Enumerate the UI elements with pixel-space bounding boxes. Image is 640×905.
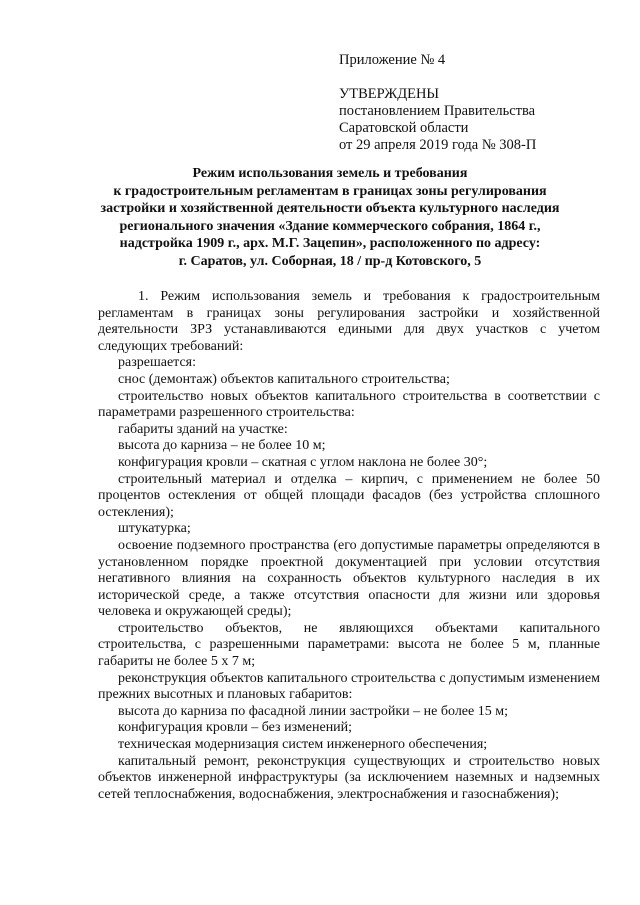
- title-line: застройки и хозяйственной деятельности объекта культурного наследия: [100, 201, 560, 216]
- paragraph: высота до карниза – не более 10 м;: [118, 438, 326, 454]
- title-line: г. Саратов, ул. Соборная, 18 / пр-д Котовского, 5: [178, 253, 482, 269]
- paragraph: освоение подземного пространства (его допустимые параметры определяются в установленном порядке проектной документацией при условии отсутствия негативного влияния на сохранность объектов культурного наследия в их исторической среде, а также отсутствия опасности для жизни или здоровья человека и окружающей среды);: [98, 537, 600, 620]
- title-line: надстройка 1909 г., арх. М.Г. Зацепин», расположенного по адресу:: [119, 236, 541, 251]
- paragraph: реконструкция объектов капитального строительства с допустимым изменением прежних высотных и плановых габаритов:: [98, 670, 600, 703]
- paragraph: строительство объектов, не являющихся объектами капитального строительства, с разрешенными параметрами: высота не более 5 м, планные габариты не более 5 х 7 м;: [98, 620, 600, 670]
- decree-line: постановлением Правительства: [339, 103, 536, 119]
- paragraph: снос (демонтаж) объектов капитального строительства;: [118, 371, 450, 387]
- paragraph: штукатурка;: [118, 521, 191, 537]
- paragraph: конфигурация кровли – без изменений;: [118, 720, 353, 736]
- decree-line: Саратовской области: [339, 120, 469, 136]
- title-line: к градостроительным регламентам в границах зоны регулирования: [113, 183, 547, 199]
- paragraph: габариты зданий на участке:: [118, 421, 288, 437]
- paragraph: 1. Режим использования земель и требования к градостроительным регламентам в границах зоны регулирования застройки и хозяйственной деятельности ЗРЗ устанавливаются едиными для двух участков с учетом следующих требований:: [98, 289, 600, 354]
- approved-heading: УТВЕРЖДЕНЫ: [339, 86, 440, 102]
- title-line: Режим использования земель и требования: [192, 166, 468, 181]
- paragraph: конфигурация кровли – скатная с углом наклона не более 30°;: [118, 454, 488, 470]
- paragraph: высота до карниза по фасадной линии застройки – не более 15 м;: [118, 703, 508, 719]
- paragraph: капитальный ремонт, реконструкция существующих и строительство новых объектов инженерной инфраструктуры (за исключением наземных и надземных сетей теплоснабжения, водоснабжения, электроснабжения и газоснабжения);: [98, 753, 600, 802]
- decree-line: от 29 апреля 2019 года № 308-П: [339, 137, 537, 153]
- paragraph: техническая модернизация систем инженерного обеспечения;: [118, 737, 488, 753]
- title-line: регионального значения «Здание коммерческого собрания, 1864 г.,: [119, 218, 541, 234]
- paragraph: строительный материал и отделка – кирпич, с применением не более 50 процентов остекления от общей площади фасадов (без устройства сплошного остекления);: [98, 471, 600, 520]
- appendix-number: Приложение № 4: [339, 52, 446, 68]
- document-title: [60, 165, 600, 270]
- document-body: [98, 289, 600, 803]
- approval-block: [339, 52, 536, 154]
- paragraph: строительство новых объектов капитального строительства в соответствии с параметрами разрешенного строительства:: [98, 388, 600, 421]
- paragraph: разрешается:: [118, 355, 196, 371]
